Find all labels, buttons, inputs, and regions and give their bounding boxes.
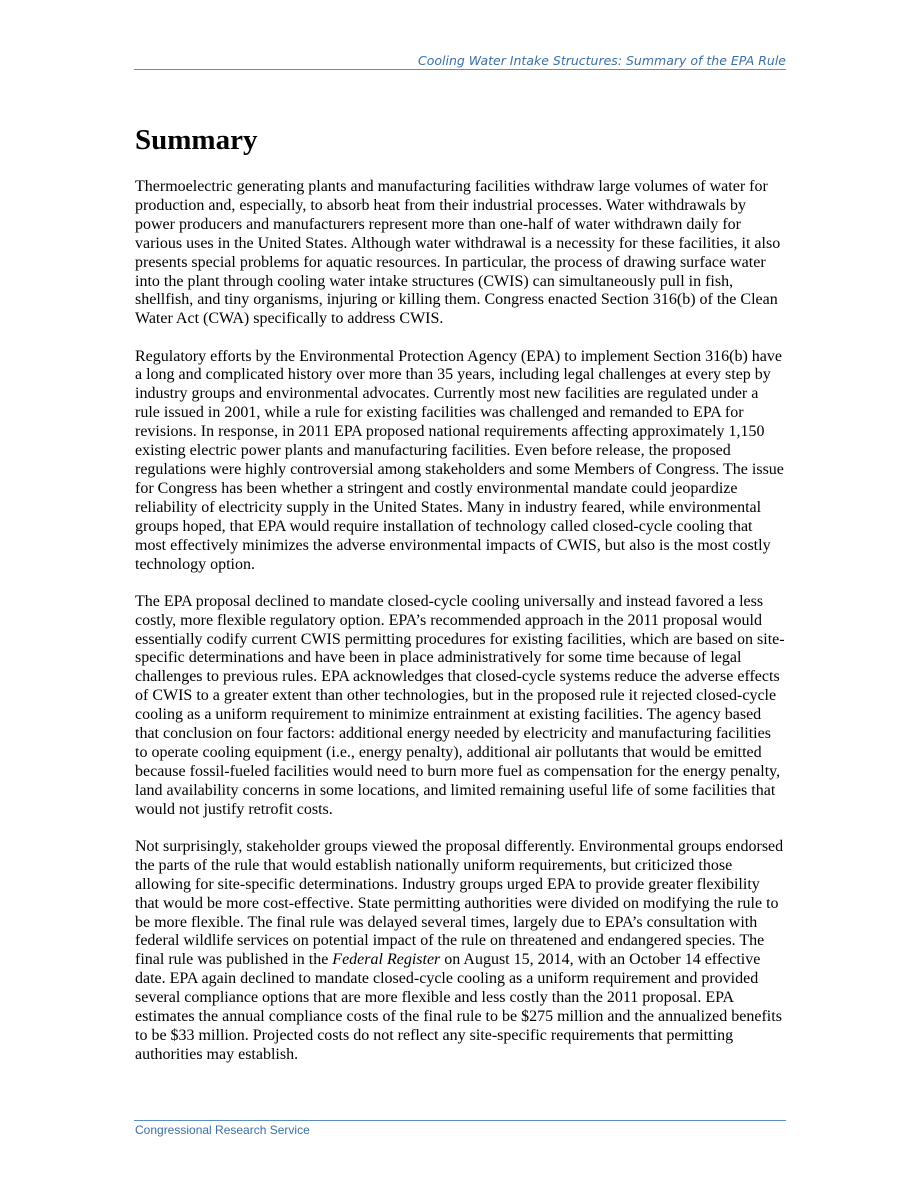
summary-body <box>135 178 787 1065</box>
footer-organization: Congressional Research Service <box>135 1123 310 1137</box>
paragraph-2: Regulatory efforts by the Environmental Protection Agency (EPA) to implement Section 316(b) have a long and complicated history over more than 35 years, including legal challenges at every step by industry groups and environmental advocates. Currently most new facilities are regulated under a rule issued in 2001, while a rule for existing facilities was challenged and remanded to EPA for revisions. In response, in 2011 EPA proposed national requirements affecting approximately 1,150 existing electric power plants and manufacturing facilities. Even before release, the proposed regulations were highly controversial among stakeholders and some Members of Congress. The issue for Congress has been whether a stringent and costly environmental mandate could jeopardize reliability of electricity supply in the United States. Many in industry feared, while environmental groups hoped, that EPA would require installation of technology called closed-cycle cooling that most effectively minimizes the adverse environmental impacts of CWIS, but also is the most costly technology option. <box>135 347 784 573</box>
footer-divider <box>134 1120 786 1121</box>
page-title: Summary <box>135 124 258 156</box>
paragraph-3: The EPA proposal declined to mandate closed-cycle cooling universally and instead favored a less costly, more flexible regulatory option. EPA’s recommended approach in the 2011 proposal would essentially codify current CWIS permitting procedures for existing facilities, which are based on site-specific determinations and have been in place administratively for some time because of legal challenges to previous rules. EPA acknowledges that closed-cycle systems reduce the adverse effects of CWIS to a greater extent than other technologies, but in the proposed rule it rejected closed-cycle cooling as a uniform requirement to minimize entrainment at existing facilities. The agency based that conclusion on four factors: additional energy needed by electricity and manufacturing facilities to operate cooling equipment (i.e., energy penalty), additional air pollutants that would be emitted because fossil-fueled facilities would need to burn more fuel as compensation for the energy penalty, land availability concerns in some locations, and limited remaining useful life of some facilities that would not justify retrofit costs. <box>135 592 785 818</box>
paragraph-4-part-2: on August 15, 2014, with an October 14 effective date. EPA again declined to mandate closed-cycle cooling as a uniform requirement and provided several compliance options that are more flexible and less costly than the 2011 proposal. EPA estimates the annual compliance costs of the final rule to be $275 million and the annualized benefits to be $33 million. Projected costs do not reflect any site-specific requirements that permitting authorities may establish. <box>135 951 782 1063</box>
running-header-title: Cooling Water Intake Structures: Summary of the EPA Rule <box>417 53 786 68</box>
paragraph-4 <box>135 838 787 1065</box>
paragraph-1: Thermoelectric generating plants and manufacturing facilities withdraw large volumes of water for production and, especially, to absorb heat from their industrial processes. Water withdrawals by power producers and manufacturers represent more than one-half of water withdrawn daily for various uses in the United States. Although water withdrawal is a necessity for these facilities, it also presents special problems for aquatic resources. In particular, the process of drawing surface water into the plant through cooling water intake structures (CWIS) can simultaneously pull in fish, shellfish, and tiny organisms, injuring or killing them. Congress enacted Section 316(b) of the Clean Water Act (CWA) specifically to address CWIS. <box>135 178 781 328</box>
federal-register-italic: Federal Register <box>332 951 441 969</box>
header-divider <box>134 69 786 70</box>
paragraph-4-part-1: Not surprisingly, stakeholder groups viewed the proposal differently. Environmental groups endorsed the parts of the rule that would establish nationally uniform requirements, but criticized those allowing for site-specific determinations. Industry groups urged EPA to provide greater flexibility that would be more cost-effective. State permitting authorities were divided on modifying the rule to be more flexible. The final rule was delayed several times, largely due to EPA’s consultation with federal wildlife services on potential impact of the rule on threatened and endangered species. The final rule was published in the <box>135 837 784 969</box>
